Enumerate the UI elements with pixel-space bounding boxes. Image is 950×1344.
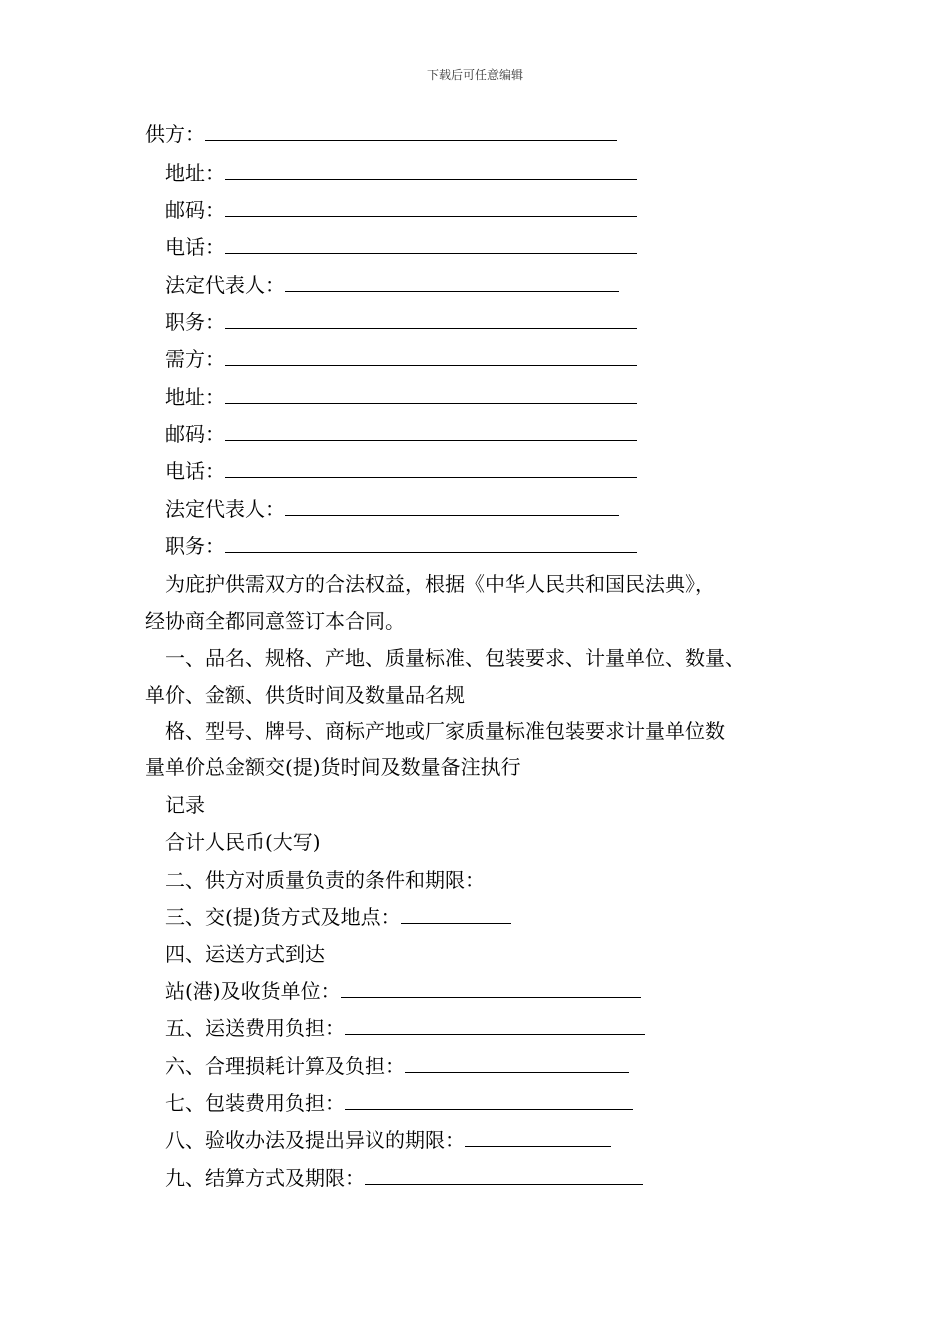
clause-6-label: 六、合理损耗计算及负担：	[165, 1054, 405, 1078]
buyer-address-line	[165, 384, 637, 410]
supplier-title-label: 职务：	[165, 310, 225, 334]
buyer-rep-blank[interactable]	[285, 496, 619, 516]
clause-3-line	[165, 904, 511, 930]
clause-5-line	[165, 1015, 645, 1041]
buyer-title-blank[interactable]	[225, 533, 637, 553]
supplier-line	[145, 121, 617, 147]
supplier-phone-line	[165, 234, 637, 260]
total-line: 合计人民币(大写)	[165, 830, 321, 854]
supplier-address-line	[165, 160, 637, 186]
supplier-rep-label: 法定代表人：	[165, 273, 285, 297]
buyer-phone-blank[interactable]	[225, 458, 637, 478]
supplier-postcode-line	[165, 197, 637, 223]
supplier-label: 供方：	[145, 122, 205, 146]
supplier-title-blank[interactable]	[225, 309, 637, 329]
clause-7-label: 七、包装费用负担：	[165, 1091, 345, 1115]
clause-9-line	[165, 1165, 643, 1191]
clause-5-blank[interactable]	[345, 1015, 645, 1035]
clause-1-line-3: 格、型号、牌号、商标产地或厂家质量标准包装要求计量单位数	[165, 719, 725, 743]
buyer-phone-line	[165, 458, 637, 484]
record-line: 记录	[165, 793, 205, 817]
clause-1-line-2: 单价、金额、供货时间及数量品名规	[145, 683, 465, 707]
clause-9-label: 九、结算方式及期限：	[165, 1166, 365, 1190]
clause-7-blank[interactable]	[345, 1090, 633, 1110]
buyer-phone-label: 电话：	[165, 459, 225, 483]
clause-2-line: 二、供方对质量负责的条件和期限：	[165, 868, 485, 892]
clause-8-label: 八、验收办法及提出异议的期限：	[165, 1128, 465, 1152]
clause-4-line-1: 四、运送方式到达	[165, 942, 325, 966]
supplier-address-label: 地址：	[165, 161, 225, 185]
clause-6-line	[165, 1053, 629, 1079]
header-note: 下载后可任意编辑	[426, 68, 523, 82]
clause-5-label: 五、运送费用负担：	[165, 1016, 345, 1040]
buyer-title-line	[165, 533, 637, 559]
supplier-phone-blank[interactable]	[225, 234, 637, 254]
intro-line-2: 经协商全都同意签订本合同。	[145, 609, 405, 633]
buyer-line	[165, 346, 637, 372]
supplier-rep-blank[interactable]	[285, 272, 619, 292]
clause-3-blank[interactable]	[401, 904, 511, 924]
buyer-rep-line	[165, 496, 619, 522]
supplier-blank[interactable]	[205, 121, 617, 141]
supplier-postcode-blank[interactable]	[225, 197, 637, 217]
supplier-address-blank[interactable]	[225, 160, 637, 180]
clause-3-label: 三、交(提)货方式及地点：	[165, 905, 401, 929]
buyer-label: 需方：	[165, 347, 225, 371]
buyer-blank[interactable]	[225, 346, 637, 366]
clause-8-line	[165, 1127, 611, 1153]
clause-4-label: 站(港)及收货单位：	[165, 979, 341, 1003]
buyer-postcode-blank[interactable]	[225, 421, 637, 441]
supplier-title-line	[165, 309, 637, 335]
buyer-postcode-line	[165, 421, 637, 447]
buyer-postcode-label: 邮码：	[165, 422, 225, 446]
clause-4-line-2	[165, 978, 641, 1004]
clause-4-blank[interactable]	[341, 978, 641, 998]
clause-8-blank[interactable]	[465, 1127, 611, 1147]
intro-line-1: 为庇护供需双方的合法权益，根据《中华人民共和国民法典》，	[165, 572, 715, 596]
clause-6-blank[interactable]	[405, 1053, 629, 1073]
buyer-address-blank[interactable]	[225, 384, 637, 404]
clause-7-line	[165, 1090, 633, 1116]
buyer-address-label: 地址：	[165, 385, 225, 409]
supplier-phone-label: 电话：	[165, 235, 225, 259]
buyer-title-label: 职务：	[165, 534, 225, 558]
buyer-rep-label: 法定代表人：	[165, 497, 285, 521]
supplier-rep-line	[165, 272, 619, 298]
supplier-postcode-label: 邮码：	[165, 198, 225, 222]
clause-1-line-1: 一、品名、规格、产地、质量标准、包装要求、计量单位、数量、	[165, 646, 745, 670]
clause-1-line-4: 量单价总金额交(提)货时间及数量备注执行	[145, 755, 521, 779]
clause-9-blank[interactable]	[365, 1165, 643, 1185]
